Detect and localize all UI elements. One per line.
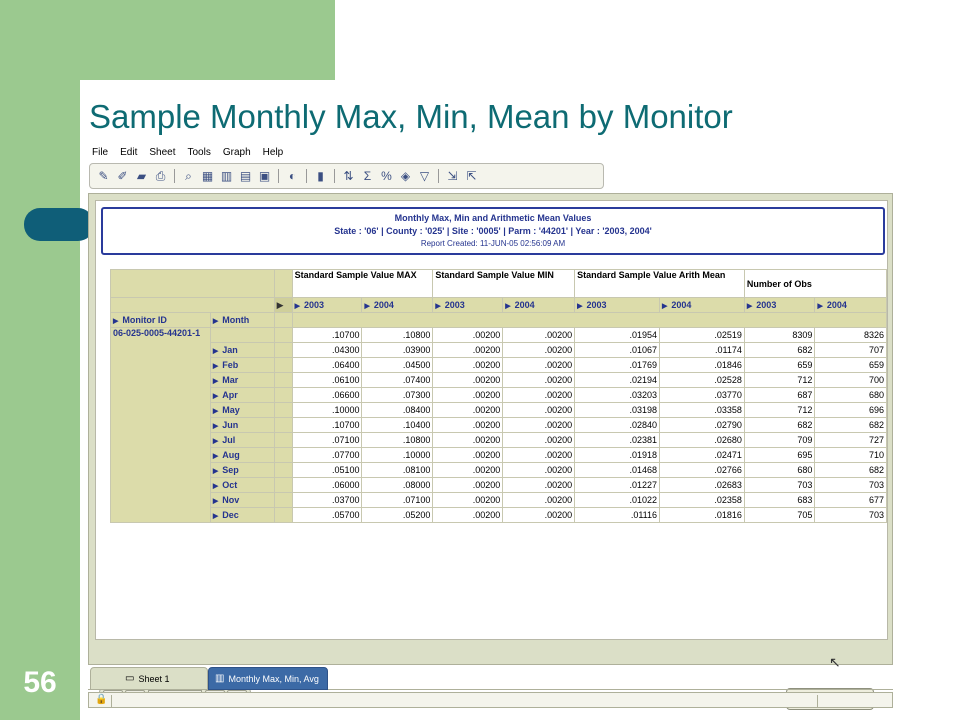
blank-cell [274,418,292,433]
corner-cell [111,298,275,313]
toolbar-separator [438,169,439,183]
year-header[interactable] [575,298,660,313]
month-cell[interactable] [210,448,274,463]
percent-icon[interactable]: % [381,169,392,183]
value-cell[interactable]: 712 [744,373,815,388]
month-label: Dec [222,510,239,520]
blank-cell [274,343,292,358]
value-cell[interactable]: .10400 [362,418,433,433]
chart-icon[interactable]: ▮ [317,169,324,183]
value-cell[interactable]: 709 [744,433,815,448]
sum-icon[interactable]: Σ [363,169,372,183]
value-cell[interactable]: 727 [815,433,887,448]
value-cell[interactable]: 700 [815,373,887,388]
table-row [111,328,887,343]
month-label: Mar [222,375,239,385]
value-cell[interactable]: .00200 [503,388,575,403]
discoverer-app [88,143,893,711]
value-cell[interactable]: 680 [815,388,887,403]
toolbar-separator [174,169,175,183]
page-number: 56 [23,666,57,699]
year-label: 2004 [826,300,847,310]
expand-columns-handle[interactable] [274,298,292,313]
toolbar-separator [334,169,335,183]
pivot-icon[interactable]: ▣ [258,169,271,183]
month-cell[interactable] [210,358,274,373]
monitor-id-header[interactable] [111,313,211,328]
value-cell[interactable]: .02358 [660,493,745,508]
month-cell[interactable] [210,433,274,448]
year-header[interactable] [362,298,433,313]
blank-cell [274,328,292,343]
value-cell[interactable]: .02766 [660,463,745,478]
triangle-icon: ▶ [212,513,219,520]
value-cell[interactable]: .00200 [433,388,503,403]
month-label: Feb [222,360,239,370]
value-cell[interactable]: 8309 [744,328,815,343]
blank-cell [274,463,292,478]
triangle-icon: ▶ [212,438,219,445]
status-divider [817,695,818,707]
month-label: Jul [222,435,236,445]
value-cell[interactable]: 8326 [815,328,887,343]
table-row [111,358,887,373]
blank-cell [274,448,292,463]
blank-cell [274,388,292,403]
menu-file[interactable]: File [92,147,109,158]
measure-header[interactable]: Number of Obs [744,270,886,298]
value-cell[interactable]: .00200 [503,328,575,343]
blank-cell [274,403,292,418]
slide-background-left [0,0,80,720]
year-header[interactable] [744,298,815,313]
crosstab-grid [110,269,887,523]
value-cell[interactable]: .03358 [660,403,745,418]
corner-cell [274,270,292,298]
triangle-icon: ▶ [212,453,219,460]
value-cell[interactable]: .06400 [292,358,362,373]
value-cell[interactable]: 705 [744,508,815,523]
table-row [111,373,887,388]
value-cell[interactable]: .00200 [503,358,575,373]
year-label: 2004 [671,300,692,310]
value-cell[interactable]: .01769 [575,358,660,373]
measure-header[interactable]: Standard Sample Value MAX [292,270,433,298]
value-cell[interactable]: .01067 [575,343,660,358]
crosstab-sheet-icon: ▥ [215,673,225,684]
toolbar-separator [278,169,279,183]
table-row [111,403,887,418]
lock-icon: 🔒 [95,694,108,705]
value-cell[interactable]: .02680 [660,433,745,448]
value-cell[interactable]: .01116 [575,508,660,523]
triangle-icon: ▶ [212,348,219,355]
triangle-icon: ▶ [212,483,219,490]
year-label: 2003 [586,300,607,310]
month-cell[interactable] [210,508,274,523]
report-canvas [95,200,888,670]
value-cell[interactable]: .00200 [503,463,575,478]
value-cell[interactable]: .01468 [575,463,660,478]
value-cell[interactable]: .06600 [292,388,362,403]
value-cell[interactable]: .00200 [433,448,503,463]
value-cell[interactable]: .07300 [362,388,433,403]
value-cell[interactable]: .10800 [362,433,433,448]
month-label: Aug [222,450,240,460]
tab-label: Monthly Max, Min, Avg [228,673,319,684]
menu-tools[interactable]: Tools [187,147,211,158]
value-cell[interactable]: .07700 [292,448,362,463]
year-label: 2003 [444,300,465,310]
year-header[interactable] [292,298,362,313]
triangle-icon: ▶ [577,303,583,310]
value-cell[interactable]: 683 [744,493,815,508]
value-cell[interactable]: .02519 [660,328,745,343]
value-cell[interactable]: .00200 [433,403,503,418]
filter-icon[interactable]: ▽ [419,169,430,183]
value-cell[interactable]: .00200 [433,373,503,388]
year-header[interactable] [433,298,503,313]
triangle-icon: ▶ [435,303,441,310]
value-cell[interactable]: .00200 [433,478,503,493]
print-icon[interactable]: ⎙ [155,168,166,183]
value-cell[interactable]: .02528 [660,373,745,388]
blank-cell [274,478,292,493]
value-cell[interactable]: .03198 [575,403,660,418]
slide-accent-pill [24,208,94,241]
value-cell[interactable]: .00200 [433,418,503,433]
table-row [111,343,887,358]
year-label: 2004 [514,300,535,310]
menu-help[interactable]: Help [262,147,284,158]
value-cell[interactable]: .10700 [292,418,362,433]
month-cell[interactable] [210,493,274,508]
table-row [111,388,887,403]
blank-cell [274,493,292,508]
table-row [111,418,887,433]
value-cell[interactable]: 703 [815,478,887,493]
value-cell[interactable]: 703 [744,478,815,493]
menu-sheet[interactable]: Sheet [149,147,176,158]
triangle-icon: ▶ [662,303,668,310]
value-cell[interactable]: 707 [815,343,887,358]
value-cell[interactable]: 695 [744,448,815,463]
value-cell[interactable]: .01846 [660,358,745,373]
menu-edit[interactable]: Edit [120,147,138,158]
value-cell[interactable]: .03900 [362,343,433,358]
row-header-label: Month [222,315,250,325]
blank-cell [274,358,292,373]
value-cell[interactable]: .00200 [433,433,503,448]
monitor-id-cell[interactable]: 06-025-0005-44201-1 [111,328,211,523]
year-header[interactable] [815,298,887,313]
tab-label: Sheet 1 [138,673,170,684]
new-icon[interactable]: ✎ [98,169,109,183]
value-cell[interactable]: .03770 [660,388,745,403]
toolbar [89,163,604,189]
value-cell[interactable]: .05100 [292,463,362,478]
measure-header[interactable]: Standard Sample Value Arith Mean [575,270,745,298]
triangle-icon: ▶ [212,498,219,505]
month-cell[interactable] [210,418,274,433]
collapse-triangle-icon: ▶ [276,299,284,310]
measure-header[interactable]: Standard Sample Value MIN [433,270,575,298]
value-cell[interactable]: .06100 [292,373,362,388]
sort-icon[interactable]: ⇅ [343,169,354,183]
blank-cell [274,373,292,388]
value-cell[interactable]: .01816 [660,508,745,523]
report-header[interactable] [101,207,885,255]
month-label: Apr [222,390,238,400]
month-cell[interactable] [210,403,274,418]
value-cell[interactable]: .00200 [433,508,503,523]
value-cell[interactable]: .00200 [503,403,575,418]
triangle-icon: ▶ [364,303,370,310]
value-cell[interactable]: .01174 [660,343,745,358]
blank-cell [274,508,292,523]
report-title: Monthly Max, Min and Arithmetic Mean Values [394,213,592,223]
toolbar-separator [306,169,307,183]
value-cell[interactable]: .00200 [433,463,503,478]
tab-monthly-max-min-avg[interactable] [208,667,328,690]
month-label: Jun [222,420,239,430]
table-row [111,478,887,493]
open-icon[interactable]: ▰ [136,169,147,183]
mouse-pointer-icon: ↖ [829,654,841,670]
value-cell[interactable]: .00200 [503,343,575,358]
month-label: Sep [222,465,239,475]
value-cell[interactable]: 659 [815,358,887,373]
month-cell[interactable] [210,388,274,403]
find-icon[interactable]: ⌕ [185,168,192,183]
value-cell[interactable]: .00200 [433,358,503,373]
value-cell[interactable]: .07100 [362,493,433,508]
report-created: Report Created: 11-JUN-05 02:56:09 AM [420,239,566,248]
value-cell[interactable]: .06000 [292,478,362,493]
value-cell[interactable]: .02790 [660,418,745,433]
table-row [111,433,887,448]
table-icon[interactable]: ▦ [201,169,214,183]
value-cell[interactable]: 687 [744,388,815,403]
corner-cell [111,270,275,298]
value-cell[interactable]: .08100 [362,463,433,478]
triangle-icon: ▶ [212,363,219,370]
menu-graph[interactable]: Graph [222,147,251,158]
value-cell[interactable]: 682 [744,418,815,433]
value-cell[interactable]: .01227 [575,478,660,493]
value-cell[interactable]: .07400 [362,373,433,388]
year-label: 2004 [373,300,394,310]
crosstab-icon[interactable]: ▥ [220,169,233,183]
value-cell[interactable]: .10700 [292,328,362,343]
year-label: 2003 [303,300,324,310]
triangle-icon: ▶ [113,318,119,325]
blank-cell [274,313,292,328]
year-header[interactable] [503,298,575,313]
blank-cell [292,313,886,328]
year-header[interactable] [660,298,745,313]
status-divider [111,695,112,707]
triangle-icon: ▶ [212,318,219,325]
import-icon[interactable]: ⇱ [466,169,477,183]
sheet-icon: ▭ [125,673,135,684]
month-cell[interactable] [210,373,274,388]
value-cell[interactable]: .00200 [503,478,575,493]
triangle-icon: ▶ [212,408,219,415]
month-cell-total [210,328,274,343]
triangle-icon: ▶ [212,423,219,430]
blank-cell [274,433,292,448]
slide-title: Sample Monthly Max, Min, Mean by Monitor [89,98,733,135]
triangle-icon: ▶ [746,303,753,310]
month-label: Nov [222,495,240,505]
value-cell[interactable]: .01022 [575,493,660,508]
table-row [111,448,887,463]
value-cell[interactable]: .00200 [433,343,503,358]
value-cell[interactable]: .00200 [433,328,503,343]
calculation-icon[interactable]: ◈ [400,169,411,183]
value-cell[interactable]: .05700 [292,508,362,523]
worksheet-area [88,193,893,670]
value-cell[interactable]: 712 [744,403,815,418]
value-cell[interactable]: .02194 [575,373,660,388]
month-label: May [222,405,240,415]
value-cell[interactable]: 703 [815,508,887,523]
value-cell[interactable]: 677 [815,493,887,508]
triangle-icon: ▶ [294,303,300,310]
value-cell[interactable]: .04500 [362,358,433,373]
value-cell[interactable]: .00200 [503,508,575,523]
month-cell[interactable] [210,478,274,493]
value-cell[interactable]: 659 [744,358,815,373]
month-label: Jan [222,345,238,355]
report-parameters: State : '06' | County : '025' | Site : '0005' | Parm : '44201' | Year : '2003, 2004' [334,226,652,236]
value-cell[interactable]: .05200 [362,508,433,523]
triangle-icon: ▶ [212,393,219,400]
triangle-icon: ▶ [817,303,823,310]
value-cell[interactable]: .10000 [362,448,433,463]
edit-icon[interactable]: ✐ [117,169,128,183]
color-icon[interactable]: ◐ [288,169,297,183]
month-cell[interactable] [210,343,274,358]
value-cell[interactable]: 682 [815,463,887,478]
status-bar [88,692,893,708]
triangle-icon: ▶ [212,378,219,385]
row-header-label: Monitor ID [122,315,167,325]
value-cell[interactable]: 696 [815,403,887,418]
month-cell[interactable] [210,463,274,478]
value-cell[interactable]: .00200 [503,433,575,448]
value-cell[interactable]: 682 [744,343,815,358]
value-cell[interactable]: .01918 [575,448,660,463]
value-cell[interactable]: .00200 [503,448,575,463]
value-cell[interactable]: .08000 [362,478,433,493]
value-cell[interactable]: .10800 [362,328,433,343]
value-cell[interactable]: 680 [744,463,815,478]
table-row [111,493,887,508]
table-row [111,463,887,478]
sheet-tabs [88,667,893,690]
export-icon[interactable]: ⇲ [447,169,458,183]
triangle-icon: ▶ [505,303,511,310]
value-cell[interactable]: .00200 [503,373,575,388]
value-cell[interactable]: .03700 [292,493,362,508]
value-cell[interactable]: .08400 [362,403,433,418]
value-cell[interactable]: .00200 [433,493,503,508]
value-cell[interactable]: .00200 [503,493,575,508]
value-cell[interactable]: .10000 [292,403,362,418]
value-cell[interactable]: .04300 [292,343,362,358]
value-cell[interactable]: .01954 [575,328,660,343]
value-cell[interactable]: .02683 [660,478,745,493]
tab-sheet-1[interactable] [90,667,208,690]
value-cell[interactable]: .00200 [503,418,575,433]
triangle-icon: ▶ [212,468,219,475]
value-cell[interactable]: .02381 [575,433,660,448]
value-cell[interactable]: .02471 [660,448,745,463]
value-cell[interactable]: .02840 [575,418,660,433]
value-cell[interactable]: .03203 [575,388,660,403]
year-label: 2003 [756,300,777,310]
value-cell[interactable]: .07100 [292,433,362,448]
menu-bar [92,147,283,163]
value-cell[interactable]: 710 [815,448,887,463]
value-cell[interactable]: 682 [815,418,887,433]
month-label: Oct [222,480,238,490]
table-crosstab-icon[interactable]: ▤ [239,169,252,183]
table-row [111,508,887,523]
month-header[interactable] [210,313,274,328]
